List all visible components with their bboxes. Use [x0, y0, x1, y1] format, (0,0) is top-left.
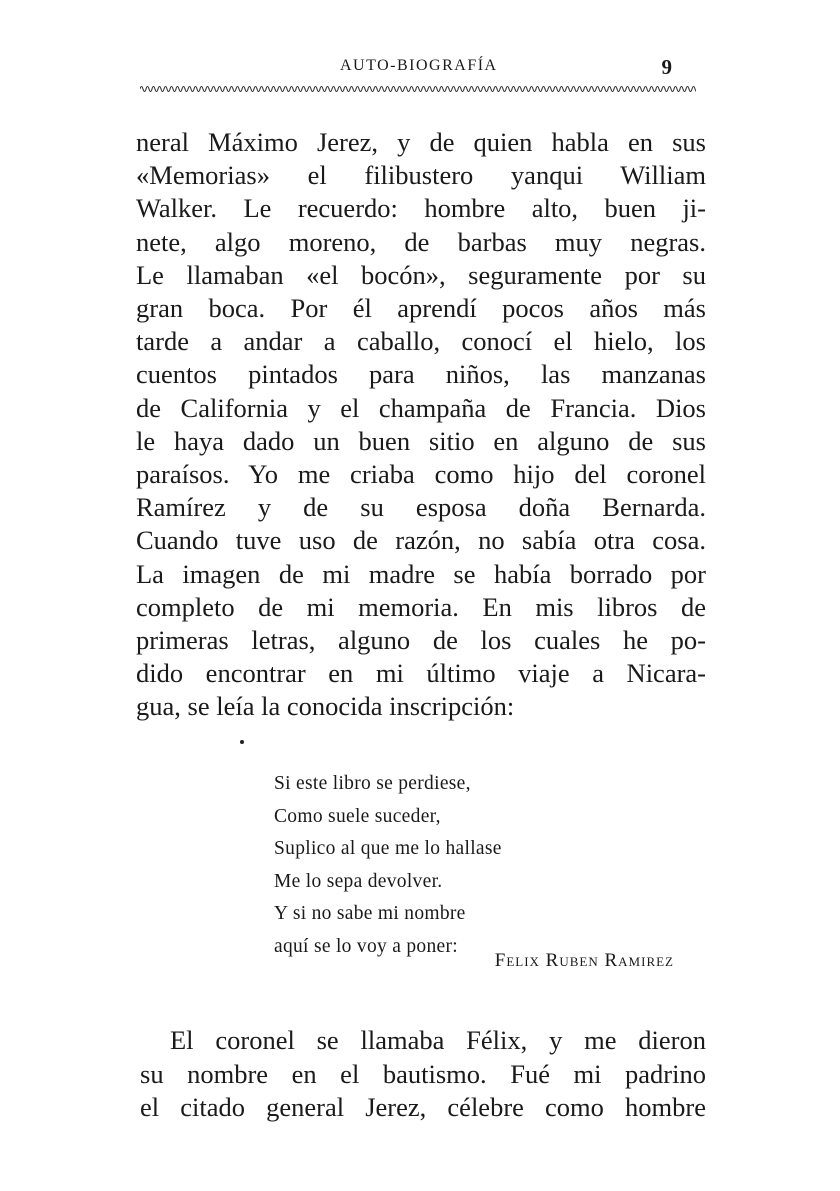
paragraph-1-line: Cuando tuve uso de razón, no sabía otra cosa.	[136, 525, 706, 556]
verse-line: Me lo sepa devolver.	[274, 870, 443, 892]
paragraph-1-line: Le llamaban «el bocón», seguramente por su	[136, 259, 706, 290]
paragraph-1-line: paraísos. Yo me criaba como hijo del coronel	[136, 459, 706, 490]
stray-dot	[240, 740, 244, 744]
verse-line: Suplico al que me lo hallase	[274, 838, 502, 859]
paragraph-1-line: neral Máximo Jerez, y de quien habla en sus	[136, 127, 706, 157]
paragraph-1-line: Walker. Le recuerdo: hombre alto, buen ji-	[136, 193, 706, 224]
wavy-rule	[140, 82, 696, 96]
paragraph-1-line: completo de mi memoria. En mis libros de	[136, 591, 706, 622]
paragraph-1-line: tarde a andar a caballo, conocí el hielo, los	[136, 326, 706, 357]
running-title: AUTO-BIOGRAFÍA	[340, 57, 498, 74]
paragraph-1-line: «Memorias» el filibustero yanqui William	[136, 160, 706, 191]
page-number: 9	[661, 55, 672, 79]
paragraph-2-line: el citado general Jerez, célebre como hombre	[140, 1092, 706, 1122]
paragraph-1-line: nete, algo moreno, de barbas muy negras.	[136, 226, 706, 257]
verse-line: Y si no sabe mi nombre	[274, 903, 466, 924]
verse-line: Como suele suceder,	[274, 805, 441, 827]
verse-line: Si este libro se perdiese,	[274, 773, 471, 794]
paragraph-1	[136, 126, 706, 724]
paragraph-1-line: La imagen de mi madre se había borrado por	[136, 558, 706, 589]
paragraph-2-line: su nombre en el bautismo. Fué mi padrino	[140, 1058, 706, 1089]
paragraph-1-line: primeras letras, alguno de los cuales he po-	[136, 625, 706, 656]
inscription-signature: Felix Ruben Ramirez	[494, 950, 674, 971]
paragraph-2	[140, 1024, 706, 1125]
inscription-verse	[274, 768, 694, 963]
paragraph-1-line: Ramírez y de su esposa doña Bernarda.	[136, 492, 706, 523]
paragraph-1-line: dido encontrar en mi último viaje a Nicara-	[136, 658, 706, 689]
paragraph-2-line: El coronel se llamaba Félix, y me dieron	[170, 1025, 706, 1055]
paragraph-1-line: cuentos pintados para niños, las manzanas	[136, 359, 706, 390]
paragraph-1-line: de California y el champaña de Francia. Dios	[136, 392, 706, 423]
paragraph-1-line: gran boca. Por él aprendí pocos años más	[136, 293, 706, 324]
verse-line: aquí se lo voy a poner:	[274, 935, 458, 957]
paragraph-1-line: gua, se leía la conocida inscripción:	[136, 691, 515, 722]
running-head	[140, 57, 700, 83]
paragraph-1-line: le haya dado un buen sitio en alguno de sus	[136, 425, 706, 456]
